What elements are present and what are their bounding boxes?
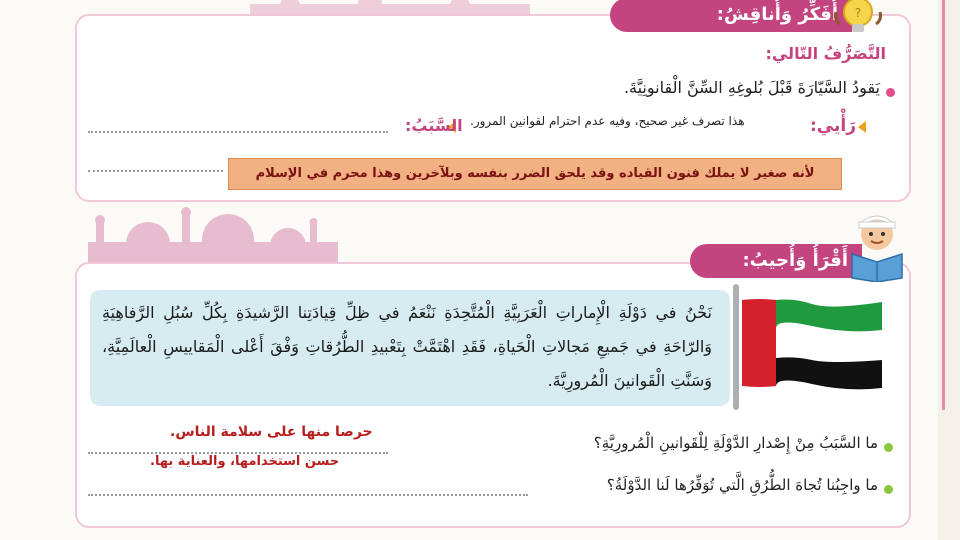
flag-pole xyxy=(733,284,739,410)
lightbulb-icon xyxy=(826,0,890,38)
mosque-skyline-decoration-2 xyxy=(88,204,338,262)
section1-title: أُفَكِّرُ وَأُناقِشُ: xyxy=(716,4,838,25)
behavior-subtitle: التَّصَرُّفُ التّالي: xyxy=(765,44,886,63)
behavior-statement: يَقودُ السَّيّارَةَ قَبْلَ بُلوغِهِ السِّنَّ الْقانونِيَّةَ. xyxy=(623,78,880,97)
answer-2: حسن استخدامها، والعناية بها. xyxy=(150,454,340,469)
read-answer-tab xyxy=(690,244,862,278)
section2-title: أَقْرَأُ وَأُجيبُ: xyxy=(742,250,848,271)
answer-1: حرصا منها على سلامة الناس. xyxy=(170,424,373,440)
right-margin-bar xyxy=(938,0,960,540)
uae-flag-icon xyxy=(742,296,882,392)
reason-answer-highlight: لأنه صغير لا يملك فنون القياده وقد يلحق الضرر بنفسه وبلآخرين وهذا محرم في الإسلام xyxy=(228,158,842,190)
pink-bullet-icon xyxy=(886,88,895,97)
reading-passage-box xyxy=(90,290,730,406)
reason-label: السَّبَبُ: xyxy=(405,116,463,135)
reading-passage: نَحْنُ في دَوْلَةِ الْإِماراتِ الْعَرَبِيَّةِ الْمُتَّحِدَةِ نَنْعَمُ في ظِلِّ قِيادَتِنا الرَّشيدَةِ بِكُلِّ سُبُلِ الرَّفاهِيَةِ وَالرّاحَةِ في جَميعِ مَجالاتِ الْحَياةِ، فَقَدِ اهْتَمَّتْ بِتَعْبيدِ الطُّرُقاتِ وَفْقَ أَعْلى الْمَقاييسِ الْعالَمِيَّةِ، وَسَنَّتِ الْقَوانينَ الْمُرورِيَّةَ. xyxy=(102,303,712,390)
question-2: ما واجِبُنا تُجاهَ الطُّرُقِ الَّتي تُوَفِّرُها لَنا الدَّوْلَةُ؟ xyxy=(606,476,878,494)
question-1: ما السَّبَبُ مِنْ إِصْدارِ الدَّوْلَةِ لِلْقَوانينِ الْمُرورِيَّةِ؟ xyxy=(593,434,878,452)
svg-text:?: ? xyxy=(854,6,862,20)
opinion-answer: هذا تصرف غير صحيح، وفيه عدم احترام لقوانين المرور. xyxy=(470,114,745,128)
question-2-dotted-line xyxy=(88,494,528,496)
think-discuss-tab xyxy=(610,0,852,32)
green-bullet-icon xyxy=(884,443,893,452)
opinion-pointer-icon xyxy=(858,121,866,133)
mosque-skyline-decoration xyxy=(250,0,530,14)
green-bullet-icon-2 xyxy=(884,485,893,494)
opinion-label: رَأْيي: xyxy=(810,116,856,136)
answer-dotted-line xyxy=(88,170,223,172)
reading-boy-icon xyxy=(842,212,912,282)
reason-dotted-line xyxy=(88,131,388,133)
